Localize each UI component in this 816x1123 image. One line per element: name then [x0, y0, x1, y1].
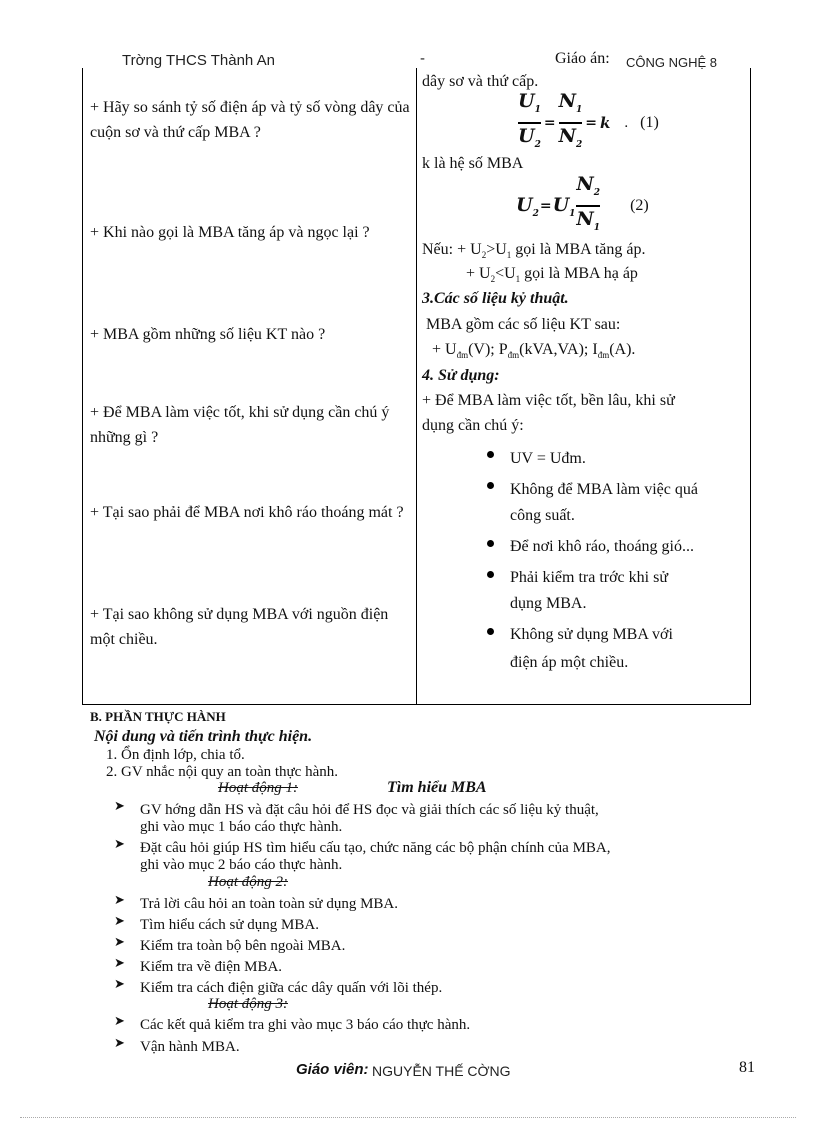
question-2: + Khi nào gọi là MBA tăng áp và ngọc lại ? — [90, 224, 370, 241]
arrow-right-icon: ➤ — [114, 976, 125, 991]
formula-2-label: (2) — [630, 197, 649, 214]
activity-1-item-1a: GV hớng dẫn HS và đặt câu hỏi để HS đọc và giải thích các số liệu kỷ thuật, — [140, 802, 599, 818]
section-3-intro: MBA gồm các số liệu KT sau: — [426, 316, 621, 333]
arrow-right-icon: ➤ — [114, 934, 125, 949]
condition-step-up: Nếu: + $U_2>U_1$ gọi là MBA tăng áp. — [422, 241, 646, 261]
arrow-right-icon: ➤ — [114, 913, 125, 928]
bullet-dot-icon — [487, 540, 494, 547]
arrow-right-icon: ➤ — [114, 1035, 125, 1050]
teacher-name: NGUYỄN THẾ CỜNG — [372, 1063, 511, 1079]
activity-2-item-4: Kiểm tra về điện MBA. — [140, 959, 283, 975]
answer-line-1: dây sơ và thứ cấp. — [422, 73, 539, 90]
question-4: + Để MBA làm việc tốt, khi sử dụng cần chú ý những gì ? — [90, 404, 390, 446]
numbered-2: 2. GV nhắc nội quy an toàn thực hành. — [106, 764, 338, 780]
teacher-label: Giáo viên: — [296, 1061, 369, 1078]
condition-step-down: + $U_2<U_1$ gọi là MBA hạ áp — [466, 265, 638, 285]
bullet-3: Để nơi khô ráo, thoáng gió... — [510, 538, 694, 555]
activity-2-item-5: Kiểm tra cách điện giữa các dây quấn với lõi thép. — [140, 980, 443, 996]
section-4-intro-2: dụng cần chú ý: — [422, 417, 524, 434]
arrow-right-icon: ➤ — [114, 955, 125, 970]
question-3: + MBA gồm những số liệu KT nào ? — [90, 326, 326, 343]
bullet-4a: Phải kiểm tra trớc khi sử — [510, 569, 668, 586]
table-divider — [416, 68, 417, 705]
header-dash: - — [420, 50, 425, 67]
arrow-right-icon: ➤ — [114, 1013, 125, 1028]
bullet-2b: công suất. — [510, 507, 575, 524]
question-6: + Tại sao không sử dụng MBA với nguồn điện một chiều. — [90, 606, 389, 648]
numbered-1: 1. Ổn định lớp, chia tổ. — [106, 747, 245, 763]
activity-3-label: Hoạt động 3: — [208, 996, 288, 1012]
bullet-2a: Không để MBA làm việc quá — [510, 481, 698, 498]
section-3-items: + $U_{đm}(V)$; $P_{đm}(kVA,VA)$; $I_{đm}(A)$. — [432, 341, 636, 361]
question-5: + Tại sao phải để MBA nơi khô ráo thoáng mát ? — [90, 504, 404, 521]
bullet-4b: dụng MBA. — [510, 595, 587, 612]
activity-2-item-3: Kiểm tra toàn bộ bên ngoài MBA. — [140, 938, 346, 954]
page-number: 81 — [739, 1059, 755, 1076]
school-name: Trờng THCS Thành An — [122, 52, 275, 69]
k-definition: k là hệ số MBA — [422, 155, 524, 172]
activity-2-label: Hoạt động 2: — [208, 874, 288, 890]
bullet-1: UV = Uđm. — [510, 450, 586, 467]
activity-1-item-1b: ghi vào mục 1 báo cáo thực hành. — [140, 819, 343, 835]
activity-3-item-2: Vận hành MBA. — [140, 1039, 240, 1055]
activity-2-item-2: Tìm hiểu cách sử dụng MBA. — [140, 917, 319, 933]
page-bottom-rule — [20, 1117, 796, 1118]
bullet-dot-icon — [487, 482, 494, 489]
formula-2: $U_2$ = $U_1$ $\frac{N_2}{N_1}$ (2) — [516, 173, 649, 233]
bullet-dot-icon — [487, 451, 494, 458]
activity-3-item-1: Các kết quả kiểm tra ghi vào mục 3 báo cáo thực hành. — [140, 1017, 471, 1033]
activity-1-item-2b: ghi vào mục 2 báo cáo thực hành. — [140, 857, 343, 873]
arrow-right-icon: ➤ — [114, 892, 125, 907]
arrow-right-icon: ➤ — [114, 836, 125, 851]
lesson-label: Giáo án: — [555, 50, 610, 67]
section-4-title: 4. Sử dụng: — [422, 367, 500, 384]
section-3-title: 3.Các số liệu kỷ thuật. — [422, 290, 569, 307]
lesson-value: CÔNG NGHỆ 8 — [626, 55, 718, 70]
part-b-title: B. PHẦN THỰC HÀNH — [90, 709, 226, 724]
activity-1-title: Tìm hiểu MBA — [387, 779, 487, 796]
section-4-intro-1: + Để MBA làm việc tốt, bền lâu, khi sử — [422, 392, 675, 409]
part-b-subtitle: Nội dung và tiến trình thực hiện. — [94, 728, 313, 745]
question-1: + Hãy so sánh tỷ số điện áp và tỷ số vòng dây của cuộn sơ và thứ cấp MBA ? — [90, 99, 410, 141]
arrow-right-icon: ➤ — [114, 798, 125, 813]
activity-1-label: Hoạt động 1: — [218, 780, 298, 796]
bullet-5b: điện áp một chiều. — [510, 654, 629, 671]
activity-1-item-2a: Đặt câu hỏi giúp HS tìm hiểu cấu tạo, chức năng các bộ phận chính của MBA, — [140, 840, 611, 856]
bullet-dot-icon — [487, 628, 494, 635]
bullet-dot-icon — [487, 571, 494, 578]
activity-2-item-1: Trả lời câu hỏi an toàn toàn sử dụng MBA. — [140, 896, 398, 912]
formula-1: $\frac{U_1}{U_2}$ = $\frac{N_1}{N_2}$ = k . (1) — [518, 90, 659, 150]
bullet-5a: Không sử dụng MBA với — [510, 626, 673, 643]
formula-1-label: (1) — [640, 114, 659, 131]
